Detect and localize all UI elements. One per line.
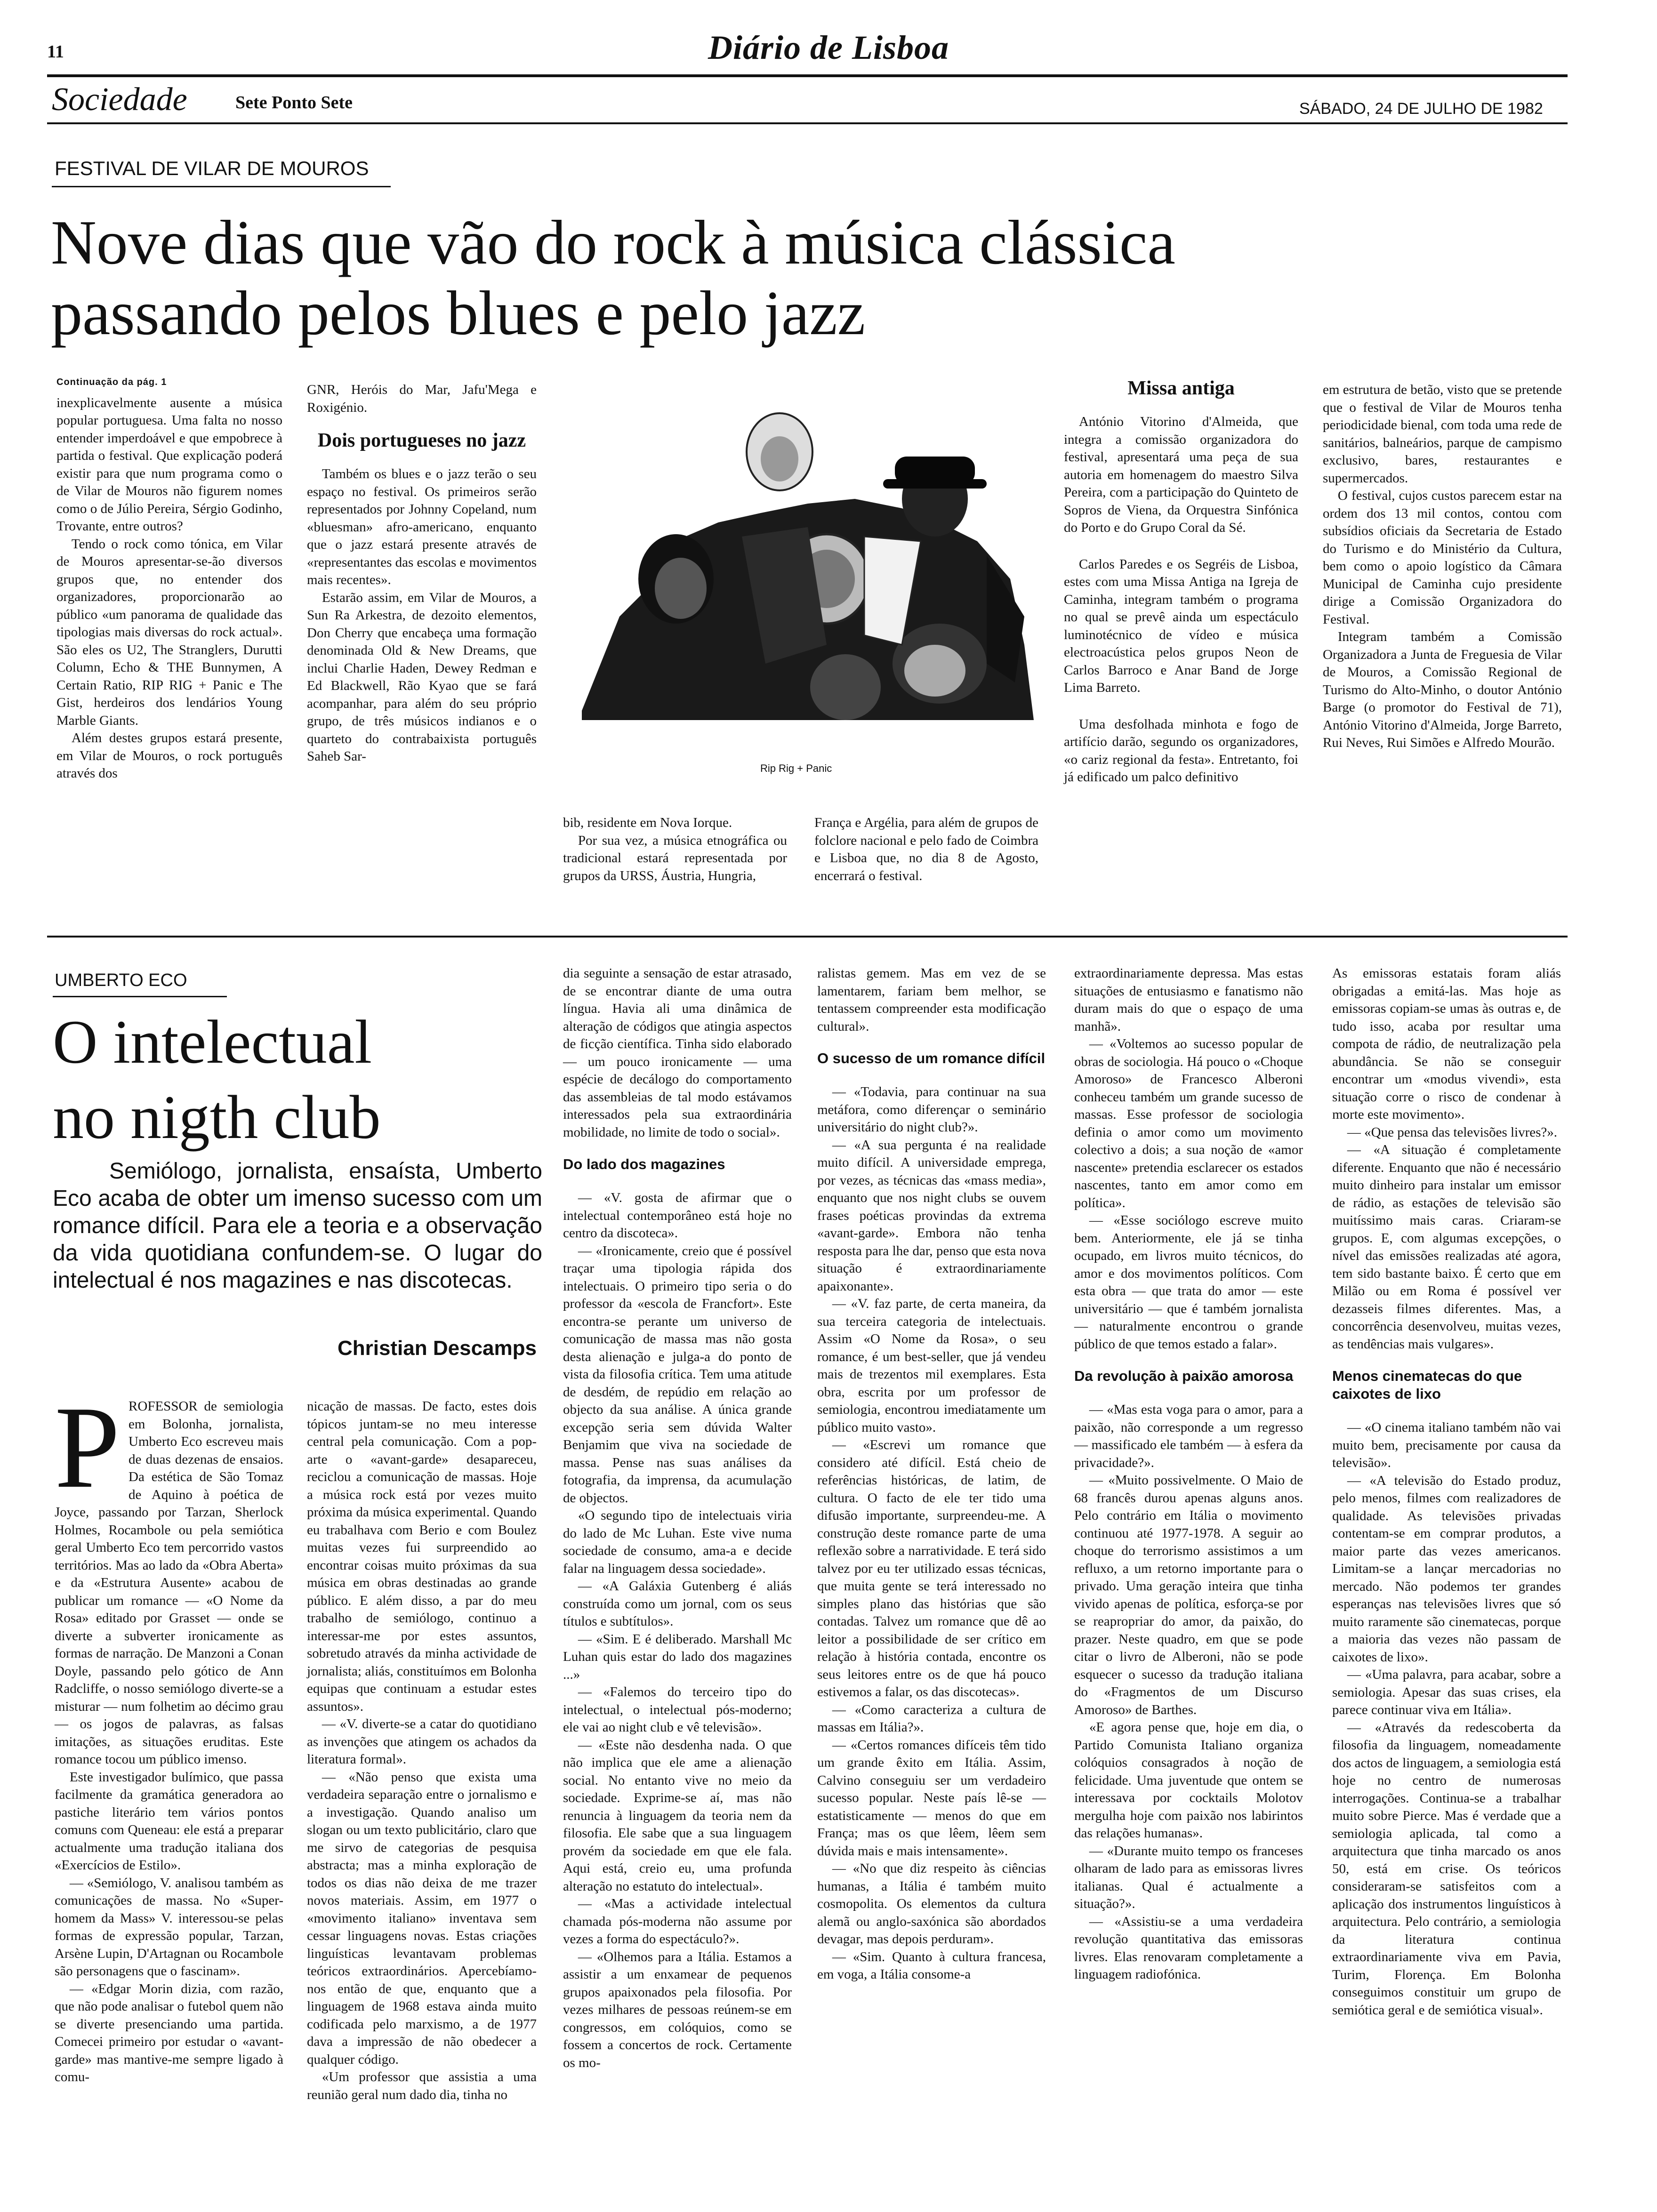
drop-cap: P (55, 1382, 121, 1513)
article1-column-6 (1323, 381, 1562, 752)
paragraph: «Um professor que assistia a uma reunião geral num dado dia, tinha no (307, 2069, 537, 2102)
paragraph: Além destes grupos estará presente, em Vilar de Mouros, o rock português através dos (56, 730, 282, 781)
newspaper-title: Diário de Lisboa (708, 29, 949, 66)
paragraph: «O segundo tipo de intelectuais viria do lado de Mc Luhan. Este vive numa sociedade de consumo, ama-a e decide falar na linguagem dessa sociedade». (563, 1508, 792, 1576)
paragraph: — «Uma palavra, para acabar, sobre a semiologia. Apesar das suas crises, ela parece continuar viva em Itália». (1332, 1667, 1561, 1717)
paragraph: — «V. gosta de afirmar que o intelectual contemporâneo está hoje no centro da discoteca». (563, 1190, 792, 1241)
article1-column-1 (56, 374, 282, 783)
paragraph: Este investigador bulímico, que passa facilmente da gramática generadora ao pastiche literário tem vários pontos comuns com Queneau: ele está a preparar actualmente uma tradução italiana dos «Exercícios de Estilo». (55, 1769, 283, 1873)
paragraph: nicação de massas. De facto, estes dois tópicos juntam-se no meu interesse central pela comunicação. Com a pop-arte o «avant-garde» desapareceu, reciclou a comunicação de massas. Hoje a música rock está por vezes muito próxima da música experimental. Quando eu trabalhava com Berio e com Boulez muitas vezes fui surpreendido ao encontrar coisas muito próximas da sua música em obras destinadas ao grande público. E além disso, a par do meu trabalho de semiólogo, continuo a interessar-me por estes assuntos, sobretudo através da minha actividade de jornalista; aliás, constituímos em Bolonha equipas que continuam a estudar estes assuntos». (307, 1399, 537, 1714)
paragraph: — «Olhemos para a Itália. Estamos a assistir a um enxamear de pequenos grupos apaixonados pela filosofia. Por vezes milhares de pessoas reúnem-se em congressos, em colóquios, como se fossem a concertos de rock. Certamente os mo- (563, 1949, 792, 2070)
paragraph: — «Não penso que exista uma verdadeira separação entre o jornalismo e a investigação. Quando analiso um slogan ou um texto publicitário, claro que me sirvo de categorias de pesquisa abstracta; mas a minha exploração de todos os dias não deixa de me trazer novos materiais. Assim, em 1977 o «movimento italiano» inventava sem cessar linguagens novas. Estas criações linguísticas levantavam problemas teóricos extraordinários. Apercebíamo-nos então de que, enquanto que a linguagem de 1968 estava ainda muito codificada pelo marxismo, a de 1977 dava a impressão de não obedecer a qualquer código. (307, 1769, 537, 2067)
page-number: 11 (47, 42, 64, 62)
subhead-missa-antiga: Missa antiga (1127, 377, 1235, 399)
paragraph: — «Semiólogo, V. analisou também as comunicações de massa. No «Super-homem da Mass» V. interessou-se pelas formas de expressão popular, Tarzan, Arsène Lupin, D'Artagnan ou Rocambole são personagens que o fascinam». (55, 1875, 283, 1979)
paragraph: extraordinariamente depressa. Mas estas situações de entusiasmo e fanatismo não duram mais do que o espaço de uma manhã». (1074, 966, 1303, 1034)
section-rule (47, 122, 1568, 124)
continued-note: Continuação da pág. 1 (56, 377, 167, 387)
masthead-rule (47, 74, 1568, 77)
paragraph: — «Certos romances difíceis têm tido um grande êxito em Itália. Assim, Calvino conseguiu ser um verdadeiro sucesso popular. Neste país lê-se — estatisticamente — menos do que em França; mas os que lêem, lêem sem dúvida mais e mais intensamente». (817, 1737, 1046, 1859)
article2-column-4 (817, 965, 1046, 1984)
article-divider (47, 936, 1568, 938)
article2-headline (53, 1004, 381, 1155)
article1-column-2 (307, 381, 537, 766)
paragraph: — «Voltemos ao sucesso popular de obras de sociologia. Há pouco o «Choque Amoroso» de Francesco Alberoni conheceu também um grande sucesso de massas. Esse professor de sociologia definia o amor como um movimento colectivo a dois; a sua noção de «amor nascente» pretendia esclarecer os estados nascentes, tanto em amor como em política». (1074, 1036, 1303, 1210)
paragraph: — «Esse sociólogo escreve muito bem. Anteriormente, ele já se tinha ocupado, em livros muito técnicos, do amor e dos movimentos políticos. Com esta obra — que trata do amor — este universitário — que é também jornalista — naturalmente encontrou o grande público de que temos estado a falar». (1074, 1213, 1303, 1352)
subhead-sucesso: O sucesso de um romance difícil (817, 1050, 1046, 1066)
paragraph: — «Que pensa das televisões livres?». (1347, 1124, 1558, 1140)
headline-line-1: Nove dias que vão do rock à música clássica (51, 208, 1175, 277)
paragraph: França e Argélia, para além de grupos de folclore nacional e pelo fado de Coimbra e Lisboa que, no dia 8 de Agosto, encerrará o festival. (814, 815, 1038, 883)
paragraph: em estrutura de betão, visto que se pretende que o festival de Vilar de Mouros tenha periodicidade bienal, com toda uma rede de sanitários, balneários, parque de campismo exclusivo, bares, restaurantes e supermercados. (1323, 382, 1562, 486)
paragraph: ROFESSOR de semiologia em Bolonha, jornalista, Umberto Eco escreveu mais de duas dezenas de ensaios. Da estética de São Tomaz de Aquino à poética de Joyce, passando por Tarzan, Sherlock Holmes, Rocambole ou pela semiótica geral Umberto Eco tem percorrido vastos territórios. Mas ao lado da «Obra Aberta» e da «Estrutura Ausente» acabou de publicar um romance — «O Nome da Rosa» editado por Grasset — onde se diverte a subverter ironicamente as formas de narração. De Manzoni a Conan Doyle, passando pelo gótico de Ann Radcliffe, o nosso semiólogo diverte-se a misturar — num folhetim ao décimo grau — os jogos de palavras, as falsas imitações, as situações eruditas. Este romance tocou um público imenso. (55, 1399, 283, 1767)
headline-line-1: O intelectual (53, 1007, 372, 1076)
paragraph: — «Assistiu-se a uma verdadeira revolução quantitativa das emissoras livres. Elas renovaram completamente a linguagem radiofónica. (1074, 1914, 1303, 1982)
paragraph: — «Falemos do terceiro tipo do intelectual, o intelectual pós-moderno; ele vai ao night club e vê televisão». (563, 1684, 792, 1735)
article1-headline (51, 207, 1175, 348)
paragraph: Integram também a Comissão Organizadora a Junta de Freguesia de Vilar de Mouros, a Comissão Regional de Turismo do Alto-Minho, o doutor António Barge (o promotor do Festival de 71), António Vitorino d'Almeida, Jorge Barreto, Rui Neves, Rui Simões e Alfredo Mourão. (1323, 629, 1562, 750)
subhead-dois-portugueses: Dois portugueses no jazz (317, 430, 526, 451)
article2-column-2 (307, 1398, 537, 2104)
article2-column-6 (1332, 965, 1561, 2019)
paragraph: — «Sim. Quanto à cultura francesa, em voga, a Itália consome-a (817, 1949, 1046, 1982)
article2-lead: Semiólogo, jornalista, ensaísta, Umberto Eco acaba de obter um imenso sucesso com um romance difícil. Para ele a teoria e a observação da vida quotidiana confundem-se. O lugar do intelectual é nos magazines e nas discotecas. (53, 1159, 542, 1293)
paragraph: — «Como caracteriza a cultura de massas em Itália?». (817, 1702, 1046, 1735)
paragraph: — «Este não desdenha nada. O que não implica que ele ame a alienação social. No entanto vive no meio da sociedade. Exprime-se aí, mas não renuncia à linguagem da teoria nem da filosofia. Ele sabe que a sua linguagem provém da sociedade em que ele fala. Aqui está, creio eu, uma profunda alteração no estatuto do intelectual». (563, 1737, 792, 1894)
paragraph: Carlos Paredes e os Segréis de Lisboa, estes com uma Missa Antiga na Igreja de Caminha, integram também o programa no qual se prevê ainda um espectáculo luminotécnico de vídeo e música electroacústica pelos grupos Neon de Carlos Barroco e Anar Band de Jorge Lima Barreto. (1064, 556, 1298, 695)
paragraph: Também os blues e o jazz terão o seu espaço no festival. Os primeiros serão representados por Johnny Copeland, num «bluesman» afro-americano, enquanto que o jazz estará presente através de «representantes das escolas e movimentos mais recentes». (307, 466, 537, 587)
issue-date: SÁBADO, 24 DE JULHO DE 1982 (1299, 100, 1543, 118)
photo-caption: Rip Rig + Panic (760, 762, 832, 774)
paragraph: Uma desfolhada minhota e fogo de artifício darão, segundo os organizadores, «o cariz regional da festa». Entretanto, foi já edificado um palco definitivo (1064, 716, 1298, 785)
band-photo-image (563, 381, 1038, 758)
subhead-revolucao: Da revolução à paixão amorosa (1074, 1368, 1294, 1384)
byline: Christian Descamps (337, 1337, 537, 1360)
article2-column-5 (1074, 965, 1303, 1984)
paragraph: — «A Galáxia Gutenberg é aliás construída como um jornal, com os seus títulos e subtítulos». (563, 1579, 792, 1629)
paragraph: — «A sua pergunta é na realidade muito difícil. A universidade emprega, por vezes, as técnicas das «mass media», enquanto que nos night clubs se ouvem frases poéticas provindas da extrema «avant-garde». Embora não tenha resposta para lhe dar, penso que esta nova situação é extraordinariamente apaixonante». (817, 1137, 1046, 1294)
paragraph: «E agora pense que, hoje em dia, o Partido Comunista Italiano organiza colóquios consagrados à noção de felicidade. Uma juventude que ontem se interessava por cocktails Molotov mergulha hoje com paixão nos labirintos das relações humanas». (1074, 1720, 1303, 1841)
paragraph: — «V. faz parte, de certa maneira, da sua terceira categoria de intelectuais. Assim «O Nome da Rosa», o seu romance, é um best-seller, que já vendeu mais de trezentos mil exemplares. Esta obra, escrita por um professor de semiologia, encontrou imediatamente um público muito vasto». (817, 1296, 1046, 1435)
article2-column-1 (55, 1382, 283, 2086)
paragraph: — «Escrevi um romance que considero até difícil. Está cheio de referências históricas, de latim, de cultura. O facto de ele ter tido uma difusão importante, surpreendeu-me. A construção deste romance parte de uma reflexão sobre a narratividade. E terá sido talvez por eu ter utilizado essas técnicas, que muita gente se terá interessado no simples plano das histórias que são contadas. Talvez um romance que dê ao leitor a possibilidade de ser crítico em relação à história contada, encontre os seus leitores entre os de que há pouco estivemos a falar, os das discotecas». (817, 1437, 1046, 1699)
paragraph: — «A situação é completamente diferente. Enquanto que não é necessário muito dinheiro para instalar um emissor de rádio, as estações de televisão são muitíssimo mais caras. Criaram-se grupos. E, com algumas excepções, o nível das emissões realizadas até agora, tem sido bastante baixo. É certo que em Milão ou em Roma é possível ver dezasseis filmes diferentes. Mas, a concorrência desenvolveu, muitas vezes, as tendências mais vulgares». (1332, 1142, 1561, 1352)
paragraph: — «Edgar Morin dizia, com razão, que não pode analisar o futebol quem não se diverte presenciando uma partida. Comecei primeiro por estudar o «avant-garde» mas mantive-me sempre ligado à comu- (55, 1981, 283, 2084)
paragraph: — «Muito possivelmente. O Maio de 68 francês durou apenas alguns anos. Pelo contrário em Itália o movimento continuou até 1977-1978. A seguir ao choque do terrorismo assistimos a um refluxo, a um retorno importante para o privado. Uma geração inteira que tinha vivido apenas de política, esforça-se por se reapropriar do amor, da paixão, do prazer. Neste quadro, em que se pode citar o livro de Alberoni, não se pode esquecer o sucesso da tradução italiana do «Fragmentos de um Discurso Amoroso» de Barthes. (1074, 1473, 1303, 1717)
paragraph: Estarão assim, em Vilar de Mouros, a Sun Ra Arkestra, de dezoito elementos, Don Cherry que encabeça uma formação denominada Old & New Dreams, que inclui Charlie Haden, Dewey Redman e Ed Blackwell, Rão Kyao que se fará acompanhar, para além do seu próprio grupo, de três músicos indianos e o quarteto do contrabaixista português Saheb Sar- (307, 590, 537, 764)
paragraph: — «Mas esta voga para o amor, para a paixão, não corresponde a um regresso — massificado ele também — à esfera da privacidade?». (1074, 1402, 1303, 1470)
paragraph: António Vitorino d'Almeida, que integra a comissão organizadora do festival, apresentará uma peça de sua autoria em homenagem do maestro Silva Pereira, com a participação do Quinteto de Sopros de Viena, da Orquestra Sinfónica do Porto e do Grupo Coral da Sé. (1064, 414, 1298, 535)
article2-column-3 (563, 965, 792, 2072)
article1-column-4 (814, 814, 1038, 885)
paragraph: Tendo o rock como tónica, em Vilar de Mouros apresentar-se-ão diversos grupos que, no entender dos organizadores, proporcionarão ao público «um panorama de qualidade das tipologias mais diversas do rock actual». São eles os U2, The Stranglers, Durutti Column, Echo & THE Bunnymen, A Certain Ratio, RIP RIG + Panic e The Gist, herdeiros dos lendários Young Marble Giants. (56, 536, 282, 728)
paragraph: — «Durante muito tempo os franceses olharam de lado para as emissoras livres italianas. Qual é actualmente a situação?». (1074, 1843, 1303, 1911)
paragraph: — «No que diz respeito às ciências humanas, a Itália é também muito cosmopolita. Os elementos da cultura alemã ou anglo-saxónica são abordados devagar, mas depois perduram». (817, 1861, 1046, 1947)
subhead-cinematecas: Menos cinematecas do que caixotes de lixo (1332, 1368, 1522, 1402)
paragraph: — «A televisão do Estado produz, pelo menos, filmes com realizadores de qualidade. As televisões privadas contentam-se em comprar produtos, a maior parte das vezes americanos. Limitam-se a lançar mercadorias no mercado. Não podemos ter grandes esperanças nas televisões livres que só muito raramente são cinematecas, porque a maioria das vezes não passam de caixotes de lixo». (1332, 1473, 1561, 1665)
supplement-name: Sete Ponto Sete (235, 93, 353, 112)
kicker-rule (52, 186, 391, 187)
paragraph: — «O cinema italiano também não vai muito bem, precisamente por causa da televisão». (1332, 1420, 1561, 1470)
paragraph: Por sua vez, a música etnográfica ou tradicional estará representada por grupos da URSS, Áustria, Hungria, (563, 833, 787, 883)
article1-column-5 (1064, 369, 1298, 786)
paragraph: ralistas gemem. Mas em vez de se lamentarem, fariam bem melhor, se tentassem compreender esta modificação cultural». (817, 966, 1046, 1034)
subhead-magazines: Do lado dos magazines (563, 1156, 725, 1172)
paragraph: As emissoras estatais foram aliás obrigadas a emitá-las. Mas hoje as emissoras copiam-se umas às outras e, de tudo isso, acaba por resultar uma compota de rádio, de neutralização pela abundância. Se não se conseguir encontrar um «modus vivendi», esta situação corre o risco de condenar à morte este movimento». (1332, 966, 1561, 1122)
paragraph: — «V. diverte-se a catar do quotidiano as invenções que atingem os achados da literatura formal». (307, 1716, 537, 1767)
headline-line-2: no nigth club (53, 1082, 381, 1152)
paragraph: bib, residente em Nova Iorque. (563, 815, 732, 830)
kicker-rule (53, 996, 227, 997)
section-title: Sociedade (52, 81, 187, 118)
paragraph: — «Mas a actividade intelectual chamada pós-moderna não assume por vezes a forma do espectáculo?». (563, 1896, 792, 1947)
paragraph: dia seguinte a sensação de estar atrasado, de se encontrar diante de uma outra língua. Havia ali uma dinâmica de alteração de códigos que atingia aspectos de ficção científica. Tinha sido elaborado — um pouco ironicamente — uma espécie de decálogo do comportamento das assembleias de tal modo estávamos interessados pela sua extraordinária mobilidade, no limite de todo o social». (563, 966, 792, 1140)
band-photo (563, 381, 1038, 758)
paragraph: — «Ironicamente, creio que é possível traçar uma tipologia rápida dos intelectuais. O primeiro tipo seria o do professor da «escola de Francfort». Este encontra-se perante um universo de comunicação de massa mas não gosta desta alienação e julga-a do ponto de vista da filosofia crítica. Tem uma atitude de desdém, de repúdio em relação ao objecto da sua análise. A única grande excepção seria sem dúvida Walter Benjamim que viva na sociedade de massa. Pense nas suas análises da fotografia, da imprensa, da acumulação de objectos. (563, 1243, 792, 1506)
article1-kicker: FESTIVAL DE VILAR DE MOUROS (55, 157, 369, 179)
paragraph: — «Sim. E é deliberado. Marshall Mc Luhan quis estar do lado dos magazines ...» (563, 1631, 792, 1682)
paragraph: GNR, Heróis do Mar, Jafu'Mega e Roxigénio. (307, 382, 537, 415)
paragraph: O festival, cujos custos parecem estar na ordem dos 13 mil contos, contou com subsídios oficiais da Secretaria de Estado do Turismo e do Ministério da Cultura, bem como o apoio logístico da Câmara Municipal de Caminha cujo presidente dirige a Comissão Organizadora do Festival. (1323, 488, 1562, 627)
headline-line-2: passando pelos blues e pelo jazz (51, 278, 866, 348)
article1-column-3 (563, 814, 787, 885)
article2-kicker: UMBERTO ECO (55, 970, 187, 990)
paragraph: — «Através da redescoberta da filosofia da linguagem, nomeadamente dos actos de linguagem, a semiologia está hoje no centro de numerosas interrogações. Continua-se a trabalhar muito sobre Pierce. Mas é verdade que a semiologia aplicada, tal como a arquitectura que tinha marcado os anos 50, está em crise. Os teóricos consideraram-se satisfeitos com a aplicação dos instrumentos linguísticos à arquitectura. Pelo contrário, a semiologia da literatura continua extraordinariamente viva em Pavia, Turim, Florença. Em Bolonha conseguimos constituir um grupo de semiótica geral e de semiótica visual». (1332, 1720, 1561, 2018)
paragraph: — «Todavia, para continuar na sua metáfora, como diferençar o seminário universitário do night club?». (817, 1084, 1046, 1135)
paragraph: inexplicavelmente ausente a música popular portuguesa. Uma falta no nosso entender imperdoável e que empobrece à partida o festival. Que explicação poderá existir para que num programa como o de Vilar de Mouros não figurem nomes como o de Júlio Pereira, Sérgio Godinho, Trovante, entre outros? (56, 395, 282, 534)
